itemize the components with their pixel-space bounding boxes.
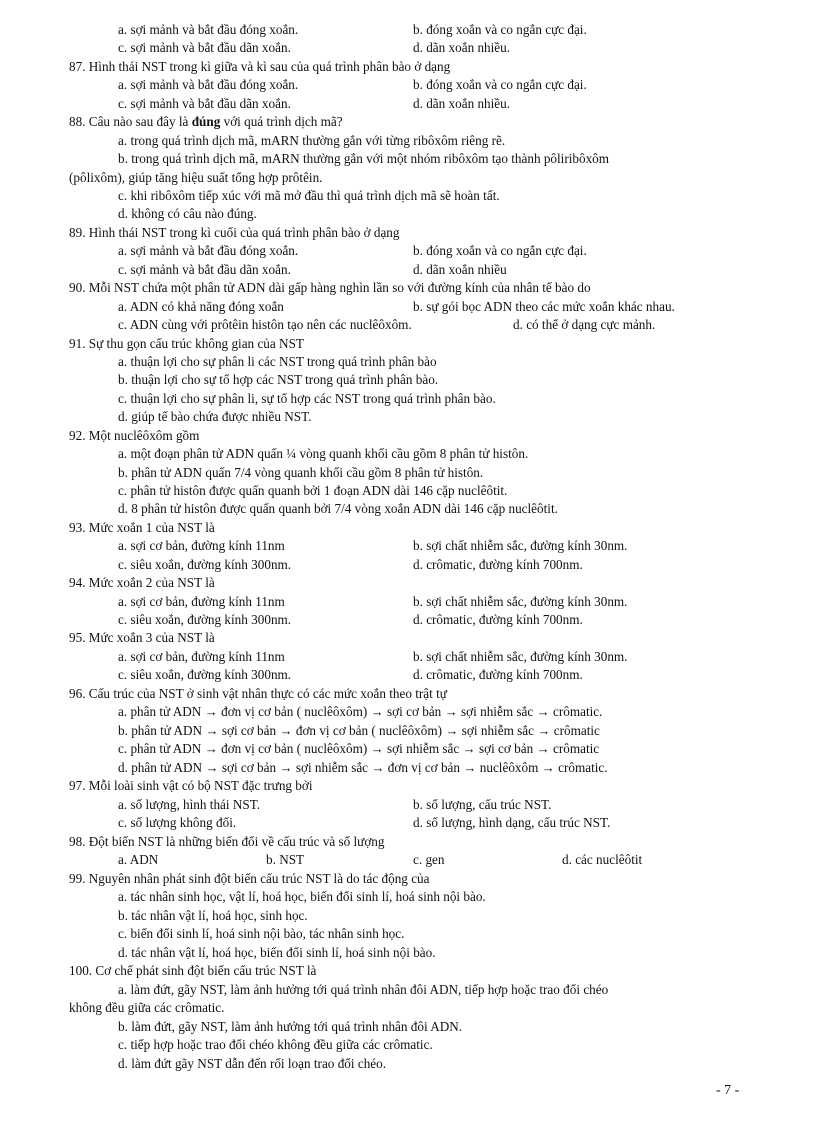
question-stem: 100. Cơ chế phát sinh đột biến cấu trúc NST là bbox=[69, 963, 317, 978]
option-a: a. một đoạn phân tử ADN quấn ¼ vòng quanh khối cầu gồm 8 phân tử histôn. bbox=[118, 446, 529, 461]
stem-text: 88. Câu nào sau đây là bbox=[69, 114, 192, 129]
option-c: c. sợi mảnh và bắt đầu dãn xoắn. bbox=[118, 40, 291, 55]
option-b: b. đóng xoắn và co ngắn cực đại. bbox=[413, 243, 587, 258]
option-a: a. sợi cơ bản, đường kính 11nm bbox=[118, 594, 285, 609]
question-stem: 87. Hình thái NST trong kì giữa và kì sau của quá trình phân bào ở dạng bbox=[69, 59, 451, 74]
option-d: d. dãn xoắn nhiều bbox=[413, 262, 507, 277]
option-c: c. siêu xoắn, đường kính 300nm. bbox=[118, 557, 292, 572]
question-stem: 96. Cấu trúc của NST ở sinh vật nhân thực có các mức xoắn theo trật tự bbox=[69, 686, 447, 701]
option-a: a. sợi cơ bản, đường kính 11nm bbox=[118, 538, 285, 553]
option-c: c. khi ribôxôm tiếp xúc với mã mở đầu thì quá trình dịch mã sẽ hoàn tất. bbox=[118, 188, 500, 203]
question-stem: 99. Nguyên nhân phát sinh đột biến cấu trúc NST là do tác động của bbox=[69, 871, 430, 886]
question-stem: 92. Một nuclêôxôm gồm bbox=[69, 428, 200, 443]
option-c: c. ADN cùng với prôtêin histôn tạo nên các nuclêôxôm. bbox=[118, 317, 412, 332]
option-b: b. làm đứt, gãy NST, làm ảnh hưởng tới quá trình nhân đôi ADN. bbox=[118, 1019, 463, 1034]
option-b: b. tác nhân vật lí, hoá học, sinh học. bbox=[118, 908, 308, 923]
option-a: a. tác nhân sinh học, vật lí, hoá học, biến đổi sinh lí, hoá sinh nội bào. bbox=[118, 889, 486, 904]
option-d: d. crômatic, đường kính 700nm. bbox=[413, 612, 583, 627]
option-d: d. dãn xoắn nhiều. bbox=[413, 96, 511, 111]
option-c: c. tiếp hợp hoặc trao đổi chéo không đều giữa các crômatic. bbox=[118, 1037, 433, 1052]
option-b: b. đóng xoắn và co ngắn cực đại. bbox=[413, 22, 587, 37]
option-b: b. sợi chất nhiễm sắc, đường kính 30nm. bbox=[413, 594, 628, 609]
option-a: a. ADN bbox=[118, 852, 159, 867]
option-c: c. phân tử ADN → đơn vị cơ bản ( nuclêôxôm) → sợi nhiễm sắc → sợi cơ bản → crômatic bbox=[118, 741, 600, 756]
option-d: d. crômatic, đường kính 700nm. bbox=[413, 557, 583, 572]
option-d: d. giúp tế bào chứa được nhiều NST. bbox=[118, 409, 312, 424]
option-c: c. số lượng không đổi. bbox=[118, 815, 237, 830]
option-b: b. trong quá trình dịch mã, mARN thường gắn với một nhóm ribôxôm tạo thành pôliribôxôm bbox=[118, 151, 610, 166]
option-c: c. phân tử histôn được quấn quanh bởi 1 đoạn ADN dài 146 cặp nuclêôtit. bbox=[118, 483, 508, 498]
option-b: b. sợi chất nhiễm sắc, đường kính 30nm. bbox=[413, 649, 628, 664]
option-d: d. dãn xoắn nhiều. bbox=[413, 40, 511, 55]
option-d: d. 8 phân tử histôn được quấn quanh bởi 7/4 vòng xoắn ADN dài 146 cặp nuclêôtit. bbox=[118, 501, 558, 516]
question-stem: 95. Mức xoắn 3 của NST là bbox=[69, 630, 215, 645]
option-c: c. sợi mảnh và bắt đầu dãn xoắn. bbox=[118, 262, 291, 277]
option-d: d. không có câu nào đúng. bbox=[118, 206, 257, 221]
option-a-continued: không đều giữa các crômatic. bbox=[69, 1000, 225, 1015]
option-b: b. phân tử ADN → sợi cơ bản → đơn vị cơ bản ( nuclêôxôm) → sợi nhiễm sắc → crômatic bbox=[118, 723, 600, 738]
option-b: b. số lượng, cấu trúc NST. bbox=[413, 797, 552, 812]
option-c: c. gen bbox=[413, 852, 445, 867]
option-b: b. sự gói bọc ADN theo các mức xoắn khác nhau. bbox=[413, 299, 675, 314]
option-a: a. trong quá trình dịch mã, mARN thường gắn với từng ribôxôm riêng rẽ. bbox=[118, 133, 506, 148]
option-a: a. số lượng, hình thái NST. bbox=[118, 797, 261, 812]
option-a: a. làm đứt, gãy NST, làm ảnh hưởng tới quá trình nhân đôi ADN, tiếp hợp hoặc trao đổi chéo bbox=[118, 982, 609, 997]
question-stem: 91. Sự thu gọn cấu trúc không gian của NST bbox=[69, 336, 304, 351]
page-number: - 7 - bbox=[716, 1083, 740, 1098]
option-d: d. làm đứt gãy NST dẫn đến rối loạn trao đổi chéo. bbox=[118, 1056, 387, 1071]
option-b: b. thuận lợi cho sự tổ hợp các NST trong quá trình phân bào. bbox=[118, 372, 439, 387]
question-stem: 94. Mức xoắn 2 của NST là bbox=[69, 575, 215, 590]
option-a: a. sợi mảnh và bắt đầu đóng xoắn. bbox=[118, 22, 299, 37]
option-c: c. thuận lợi cho sự phân li, sự tổ hợp các NST trong quá trình phân bào. bbox=[118, 391, 496, 406]
question-stem: 98. Đột biến NST là những biến đổi về cấu trúc và số lượng bbox=[69, 834, 385, 849]
option-d: d. crômatic, đường kính 700nm. bbox=[413, 667, 583, 682]
option-d: d. các nuclêôtit bbox=[562, 852, 643, 867]
question-stem bbox=[69, 114, 343, 130]
stem-emphasis: đúng bbox=[191, 114, 221, 129]
question-stem: 93. Mức xoắn 1 của NST là bbox=[69, 520, 215, 535]
option-a: a. ADN có khả năng đóng xoắn bbox=[118, 299, 284, 314]
option-a: a. phân tử ADN → đơn vị cơ bản ( nuclêôxôm) → sợi cơ bản → sợi nhiễm sắc → crômatic. bbox=[118, 704, 603, 719]
option-a: a. thuận lợi cho sự phân li các NST trong quá trình phân bào bbox=[118, 354, 437, 369]
option-b: b. phân tử ADN quấn 7/4 vòng quanh khối cầu gồm 8 phân tử histôn. bbox=[118, 465, 484, 480]
option-c: c. siêu xoắn, đường kính 300nm. bbox=[118, 612, 292, 627]
option-b-continued: (pôlixôm), giúp tăng hiệu suất tổng hợp prôtêin. bbox=[69, 170, 323, 185]
option-d: d. phân tử ADN → sợi cơ bản → sợi nhiễm sắc → đơn vị cơ bản → nuclêôxôm → crômatic. bbox=[118, 760, 608, 775]
option-c: c. biến đổi sinh lí, hoá sinh nội bào, tác nhân sinh học. bbox=[118, 926, 405, 941]
option-c: c. sợi mảnh và bắt đầu dãn xoắn. bbox=[118, 96, 291, 111]
option-a: a. sợi cơ bản, đường kính 11nm bbox=[118, 649, 285, 664]
option-d: d. tác nhân vật lí, hoá học, biến đổi sinh lí, hoá sinh nội bào. bbox=[118, 945, 436, 960]
question-stem: 97. Mỗi loài sinh vật có bộ NST đặc trưng bởi bbox=[69, 778, 313, 793]
option-a: a. sợi mảnh và bắt đầu đóng xoắn. bbox=[118, 77, 299, 92]
question-stem: 90. Mỗi NST chứa một phân tử ADN dài gấp hàng nghìn lần so với đường kính của nhân tế bào do bbox=[69, 280, 591, 295]
option-b: b. đóng xoắn và co ngắn cực đại. bbox=[413, 77, 587, 92]
option-d: d. số lượng, hình dạng, cấu trúc NST. bbox=[413, 815, 611, 830]
stem-text: với quá trình dịch mã? bbox=[220, 114, 343, 129]
option-c: c. siêu xoắn, đường kính 300nm. bbox=[118, 667, 292, 682]
option-a: a. sợi mảnh và bắt đầu đóng xoắn. bbox=[118, 243, 299, 258]
option-b: b. NST bbox=[266, 852, 305, 867]
option-d: d. có thể ở dạng cực mảnh. bbox=[513, 317, 656, 332]
question-stem: 89. Hình thái NST trong kì cuối của quá trình phân bào ở dạng bbox=[69, 225, 400, 240]
option-b: b. sợi chất nhiễm sắc, đường kính 30nm. bbox=[413, 538, 628, 553]
